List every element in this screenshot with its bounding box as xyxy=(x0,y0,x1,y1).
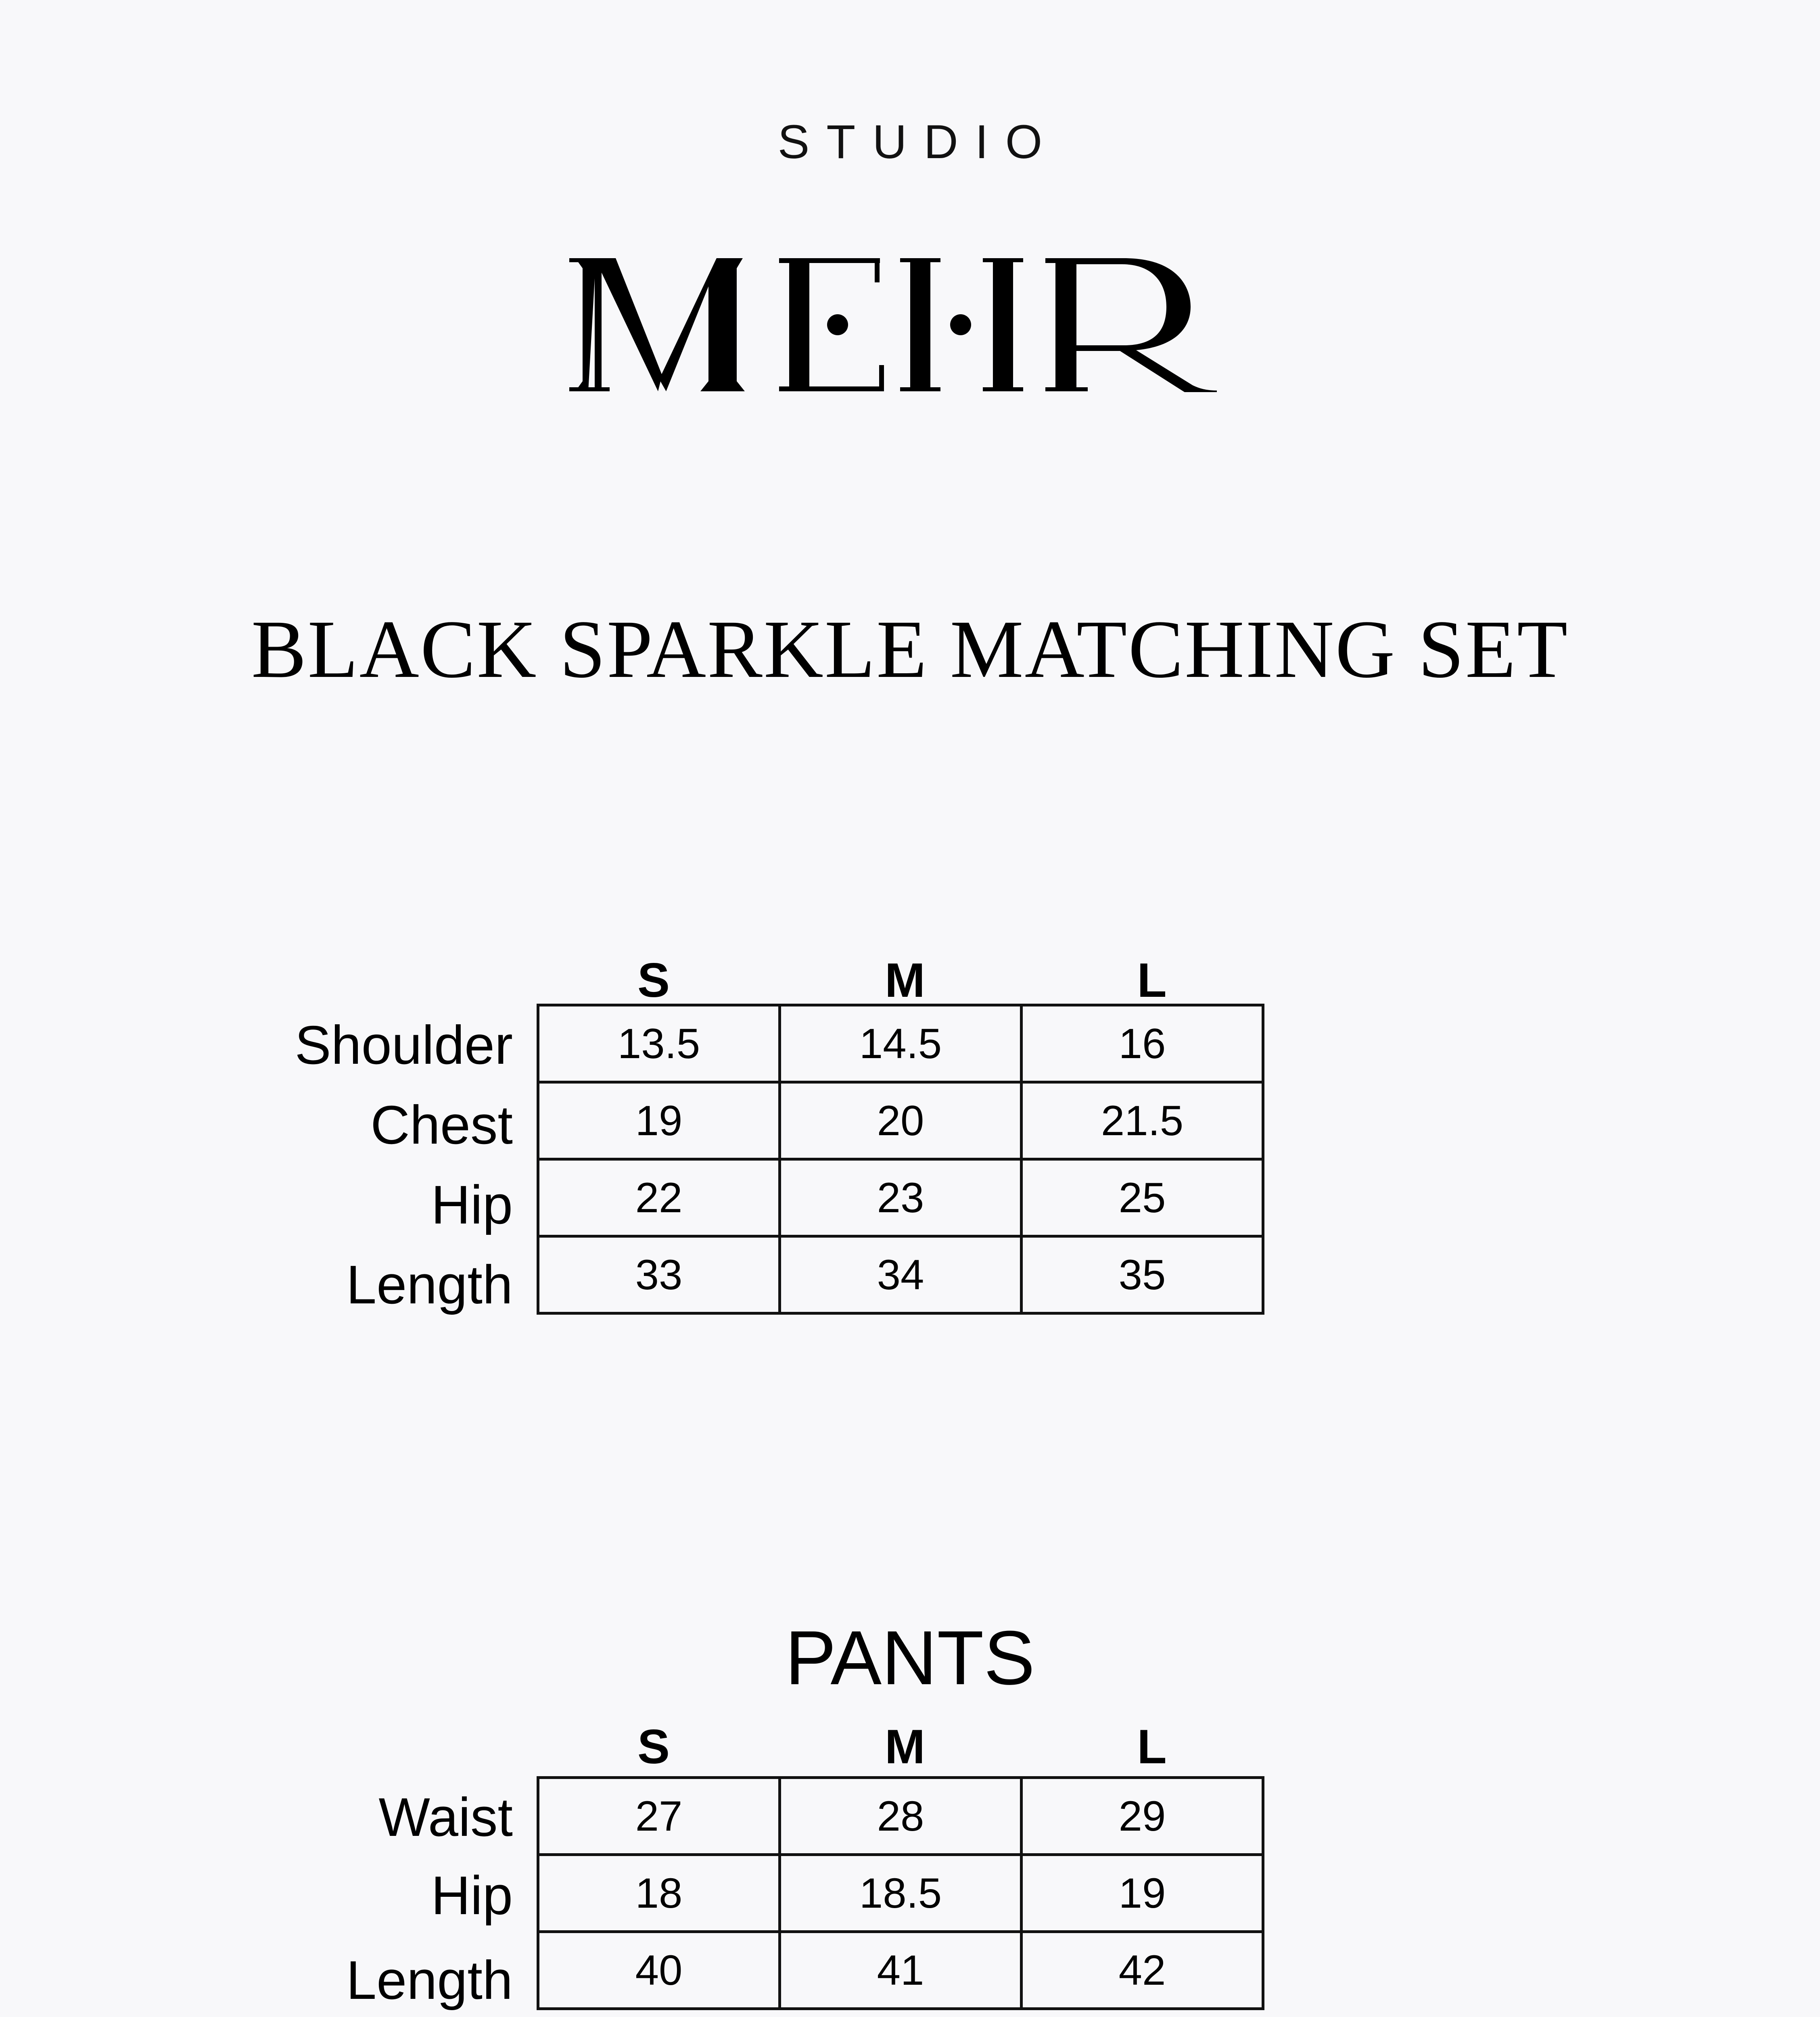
pants-size-header-s: S xyxy=(637,1720,670,1774)
pants-row-label-length: Length xyxy=(346,1950,513,2011)
table-row xyxy=(538,1778,1263,1855)
table-cell: 20 xyxy=(780,1082,1022,1159)
table-cell: 21.5 xyxy=(1022,1082,1263,1159)
row-label-shoulder: Shoulder xyxy=(295,1015,513,1075)
table-cell: 28 xyxy=(780,1778,1022,1855)
pants-size-header-l: L xyxy=(1137,1720,1167,1774)
pants-row-label-hip: Hip xyxy=(431,1865,513,1926)
table-cell: 29 xyxy=(1022,1778,1263,1855)
row-label-length: Length xyxy=(346,1254,513,1315)
table-row xyxy=(538,1005,1263,1082)
brand-studio-word: STUDIO xyxy=(777,115,1059,169)
size-header-l: L xyxy=(1137,953,1167,1007)
table-cell: 25 xyxy=(1022,1159,1263,1236)
table-cell: 19 xyxy=(1022,1855,1263,1932)
table-cell: 33 xyxy=(538,1236,780,1313)
product-title: BLACK SPARKLE MATCHING SET xyxy=(251,603,1569,695)
table-row xyxy=(538,1159,1263,1236)
table-cell: 34 xyxy=(780,1236,1022,1313)
table-cell: 23 xyxy=(780,1159,1022,1236)
row-label-hip: Hip xyxy=(431,1174,513,1235)
pants-size-header-m: M xyxy=(885,1720,925,1774)
table-cell: 18 xyxy=(538,1855,780,1932)
table-cell: 27 xyxy=(538,1778,780,1855)
pants-row-label-waist: Waist xyxy=(378,1787,513,1848)
table-cell: 35 xyxy=(1022,1236,1263,1313)
row-label-chest: Chest xyxy=(370,1094,513,1155)
table-row xyxy=(538,1855,1263,1932)
table-cell: 14.5 xyxy=(780,1005,1022,1082)
table-cell: 19 xyxy=(538,1082,780,1159)
table-row xyxy=(538,1236,1263,1313)
size-header-s: S xyxy=(637,953,670,1007)
size-header-m: M xyxy=(885,953,925,1007)
table-cell: 18.5 xyxy=(780,1855,1022,1932)
table-cell: 22 xyxy=(538,1159,780,1236)
table-cell: 42 xyxy=(1022,1932,1263,2009)
table-cell: 41 xyxy=(780,1932,1022,2009)
table-cell: 16 xyxy=(1022,1005,1263,1082)
table-cell: 13.5 xyxy=(538,1005,780,1082)
pants-section-title: PANTS xyxy=(785,1615,1035,1701)
table-row xyxy=(538,1932,1263,2009)
pants-size-table xyxy=(537,1776,1264,2010)
table-row xyxy=(538,1082,1263,1159)
mehr-logo-mark xyxy=(563,226,1257,420)
table-cell: 40 xyxy=(538,1932,780,2009)
top-size-table xyxy=(537,1004,1264,1315)
brand-logo xyxy=(0,218,1820,428)
